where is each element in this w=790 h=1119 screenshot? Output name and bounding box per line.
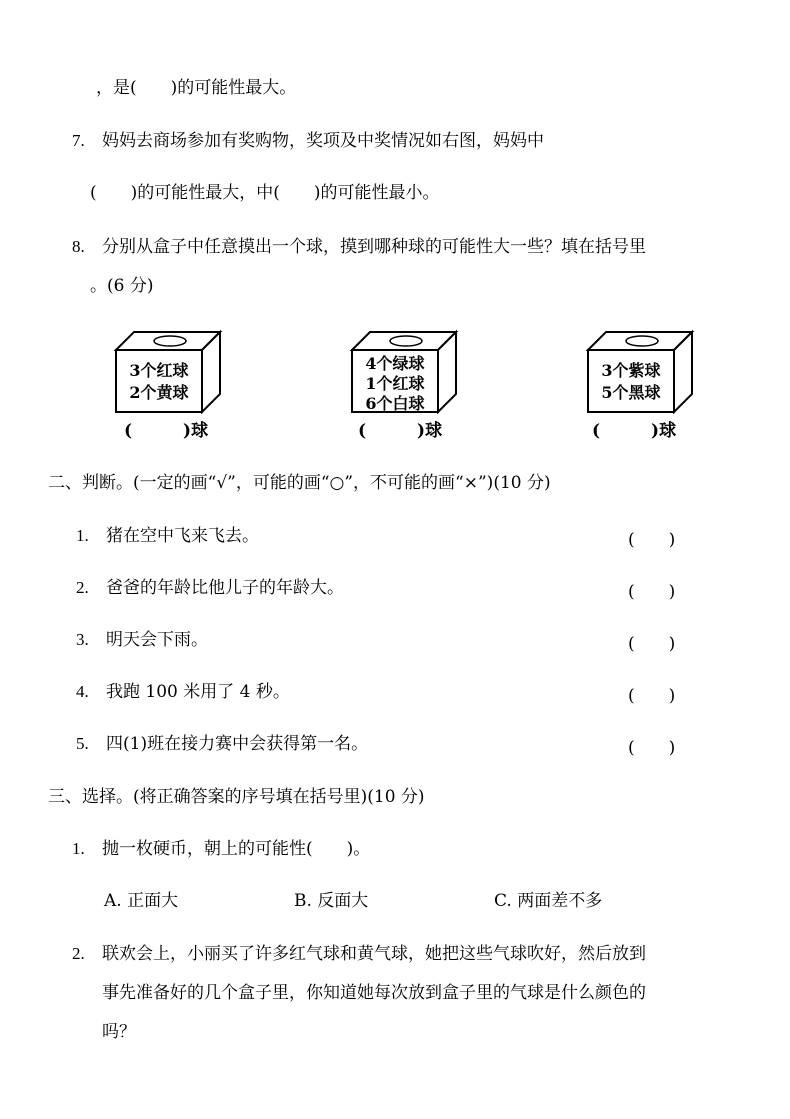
s3-q2-line1: 联欢会上，小丽买了许多红气球和黄气球，她把这些气球吹好，然后放到 bbox=[102, 944, 646, 964]
ball-box-1 bbox=[112, 328, 224, 416]
box2-line1: 4个绿球 bbox=[365, 354, 425, 373]
box3-line2: 5个黑球 bbox=[601, 383, 661, 402]
s2-item2-blank: ( ) bbox=[628, 582, 676, 602]
q7-line1: 妈妈去商场参加有奖购物，奖项及中奖情况如右图，妈妈中 bbox=[102, 131, 544, 151]
ball-box-2 bbox=[348, 328, 460, 416]
s3-q2-line2: 事先准备好的几个盒子里，你知道她每次放到盒子里的气球是什么颜色的 bbox=[102, 983, 646, 1003]
q7-line2: ( )的可能性最大，中( )的可能性最小。 bbox=[90, 183, 440, 203]
s2-item3-text: 明天会下雨。 bbox=[106, 630, 208, 650]
s2-item1-blank: ( ) bbox=[628, 530, 676, 550]
s2-item2-number: 2. bbox=[76, 578, 89, 597]
s2-item5-number: 5. bbox=[76, 734, 89, 753]
section3-heading: 三、选择。(将正确答案的序号填在括号里)(10 分) bbox=[48, 787, 425, 807]
q7-number: 7. bbox=[72, 131, 85, 150]
s2-item4-number: 4. bbox=[76, 682, 89, 701]
box1-line1: 3个红球 bbox=[129, 361, 189, 380]
s3-q2-line3: 吗？ bbox=[102, 1022, 136, 1042]
q8-number: 8. bbox=[72, 237, 85, 256]
s2-item4-blank: ( ) bbox=[628, 686, 676, 706]
s2-item3-blank: ( ) bbox=[628, 634, 676, 654]
ball-box-3 bbox=[584, 328, 696, 416]
s2-item2-text: 爸爸的年龄比他儿子的年龄大。 bbox=[106, 578, 344, 598]
q6-tail: ，是( )的可能性最大。 bbox=[96, 78, 297, 98]
section2-heading: 二、判断。(一定的画“√”，可能的画“○”，不可能的画“×”)(10 分) bbox=[48, 473, 551, 493]
box2-line2: 1个红球 bbox=[365, 374, 425, 393]
box1-answer-blank: ( )球 bbox=[124, 421, 209, 441]
s3-q2-number: 2. bbox=[72, 944, 85, 963]
s3-q1-text: 抛一枚硬币，朝上的可能性( )。 bbox=[102, 839, 371, 859]
box2-answer-blank: ( )球 bbox=[358, 421, 443, 441]
box3-answer-blank: ( )球 bbox=[592, 421, 677, 441]
s2-item5-text: 四(1)班在接力赛中会获得第一名。 bbox=[106, 734, 369, 754]
q8-line1: 分别从盒子中任意摸出一个球，摸到哪种球的可能性大一些？填在括号里 bbox=[102, 237, 646, 257]
s2-item5-blank: ( ) bbox=[628, 738, 676, 758]
s3-q1-number: 1. bbox=[72, 839, 85, 858]
s3-q1-option-b: B. 反面大 bbox=[294, 891, 369, 911]
s2-item4-text: 我跑 100 米用了 4 秒。 bbox=[106, 682, 290, 702]
s2-item1-number: 1. bbox=[76, 526, 89, 545]
box2-line3: 6个白球 bbox=[365, 394, 425, 413]
s3-q1-option-c: C. 两面差不多 bbox=[494, 891, 603, 911]
box1-line2: 2个黄球 bbox=[129, 383, 189, 402]
q8-line2: 。(6 分) bbox=[90, 276, 154, 296]
s2-item1-text: 猪在空中飞来飞去。 bbox=[106, 526, 259, 546]
s3-q1-option-a: A. 正面大 bbox=[104, 891, 179, 911]
box3-line1: 3个紫球 bbox=[601, 361, 661, 380]
s2-item3-number: 3. bbox=[76, 630, 89, 649]
